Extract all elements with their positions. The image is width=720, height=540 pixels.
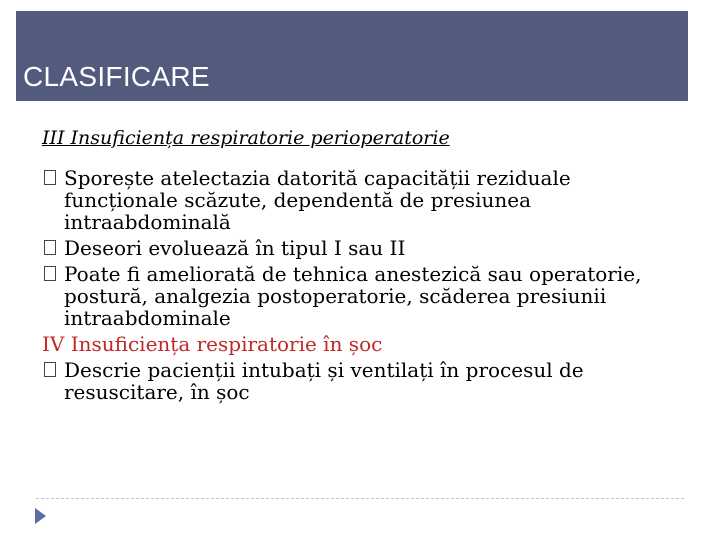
bullet-text: Sporește atelectazia datorită capacității reziduale funcționale scăzute, dependentă de presiunea intraabdominală [64, 166, 571, 234]
bullet-item [42, 167, 682, 233]
title-bar [16, 11, 688, 101]
slide-title: CLASIFICARE [23, 61, 210, 92]
square-bullet-icon [44, 266, 56, 281]
slide-content [42, 126, 682, 407]
bullet-item [42, 237, 682, 259]
square-bullet-icon [44, 362, 56, 377]
square-bullet-icon [44, 170, 56, 185]
footer-divider [36, 498, 684, 499]
bullet-text: Descrie pacienții intubați și ventilați în procesul de resuscitare, în șoc [64, 358, 584, 404]
square-bullet-icon [44, 240, 56, 255]
bullet-text: Deseori evoluează în tipul I sau II [64, 236, 406, 260]
slide-subtitle: III Insuficiența respiratorie perioperatorie [42, 127, 450, 149]
section-heading-iv: IV Insuficiența respiratorie în șoc [42, 332, 383, 356]
bullet-item [42, 263, 682, 329]
bullet-text: Poate fi ameliorată de tehnica anestezică sau operatorie, postură, analgezia postoperatorie, scăderea presiunii intraabdominale [64, 262, 642, 330]
play-arrow-icon[interactable] [35, 508, 46, 524]
bullet-item [42, 359, 682, 403]
